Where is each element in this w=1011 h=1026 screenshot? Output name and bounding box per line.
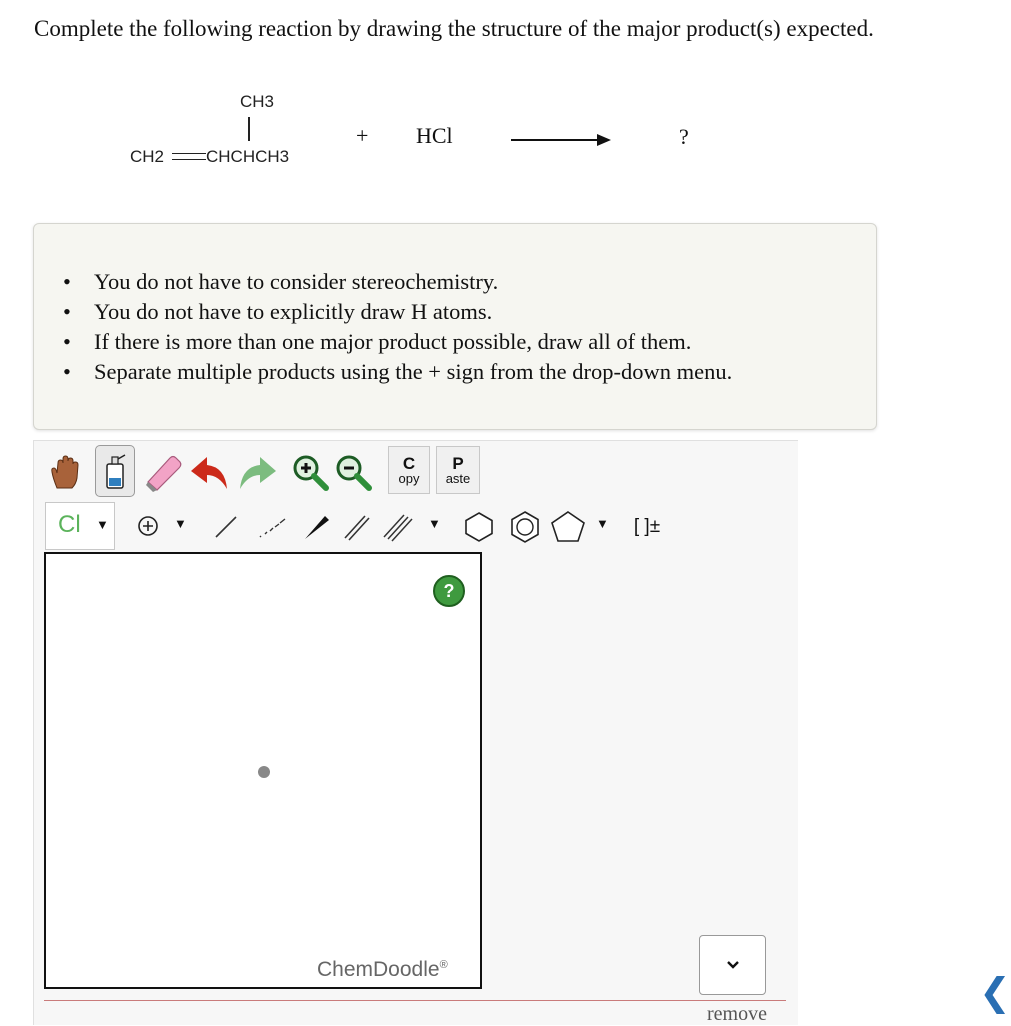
paste-label-top: P: [452, 453, 464, 473]
copy-label-bottom: opy: [398, 470, 420, 486]
element-label: Cl: [58, 511, 81, 538]
single-bond-icon: [212, 513, 240, 541]
instruction-item: • You do not have to consider stereochemistry.: [94, 267, 732, 297]
chemdoodle-brand: [317, 958, 448, 982]
triple-bond-selector[interactable]: [378, 502, 448, 550]
eraser-icon: [144, 452, 184, 492]
cyclopentane-selector[interactable]: [548, 502, 618, 550]
hashed-bond-button[interactable]: [252, 502, 292, 552]
plus-sign: +: [356, 123, 369, 148]
undo-icon: [189, 451, 233, 493]
bracket-button[interactable]: [623, 502, 671, 552]
remove-link[interactable]: remove: [707, 1003, 767, 1025]
zoom-in-icon: [291, 453, 329, 491]
clear-bottle-icon: [102, 452, 128, 490]
chevron-down-icon: ▼: [174, 516, 187, 531]
answer-divider: [44, 1000, 786, 1001]
benzene-icon: [508, 510, 542, 544]
zoom-in-button[interactable]: [290, 447, 330, 497]
paste-label-bottom: aste: [445, 470, 471, 486]
brand-mark: ®: [439, 959, 448, 971]
hand-icon: [48, 454, 82, 490]
reaction-arrow-line: [511, 139, 601, 141]
reagent-hcl: HCl: [416, 123, 453, 148]
zoom-out-button[interactable]: [333, 447, 373, 497]
cyclohexane-icon: [463, 511, 495, 543]
charge-plus-icon: [136, 514, 160, 538]
bracket-charge-label: [ ]±: [633, 516, 661, 537]
collapse-chevron-icon[interactable]: ❮: [979, 970, 1011, 1014]
instruction-item: • Separate multiple products using the + sign from the drop-down menu.: [94, 357, 732, 387]
question-text: Complete the following reaction by drawing the structure of the major product(s) expected.: [34, 16, 874, 41]
product-placeholder: ?: [679, 124, 689, 149]
undo-button[interactable]: [191, 447, 231, 497]
element-selector[interactable]: [45, 502, 115, 550]
help-label: ?: [443, 580, 455, 601]
hashed-bond-icon: [256, 513, 288, 541]
hand-tool-button[interactable]: [45, 447, 85, 497]
benzene-button[interactable]: [505, 502, 545, 552]
chevron-down-icon: ▼: [96, 517, 109, 532]
product-separator-select[interactable]: [699, 935, 766, 995]
redo-button[interactable]: [236, 447, 276, 497]
wedge-bond-button[interactable]: [296, 502, 336, 552]
brand-text: ChemDoodle: [317, 958, 440, 981]
zoom-out-icon: [334, 453, 372, 491]
cursor-dot: [258, 766, 270, 778]
paste-button[interactable]: [436, 446, 480, 494]
reactant-branch-label: CH3: [240, 92, 275, 111]
instruction-item: • You do not have to explicitly draw H atoms.: [94, 297, 732, 327]
clear-button[interactable]: [95, 445, 135, 497]
eraser-button[interactable]: [144, 447, 184, 497]
help-button[interactable]: [433, 575, 465, 607]
copy-label-top: C: [402, 453, 416, 473]
reaction-arrow-head: [597, 134, 611, 146]
reactant-chain-left: CH2: [130, 147, 165, 166]
cyclohexane-button[interactable]: [459, 502, 499, 552]
instruction-item: • If there is more than one major product possible, draw all of them.: [94, 327, 732, 357]
copy-button[interactable]: [388, 446, 430, 494]
single-bond-button[interactable]: [206, 502, 246, 552]
reactant-branch-bond: [248, 117, 250, 141]
chevron-down-icon: [726, 960, 740, 970]
double-bond-button[interactable]: [337, 502, 377, 552]
reactant-double-bond: [172, 153, 206, 160]
reactant-chain-right: CHCHCH3: [206, 147, 290, 166]
charge-selector[interactable]: [126, 502, 198, 550]
wedge-bond-icon: [301, 512, 331, 542]
cyclopentane-icon: [550, 510, 586, 544]
chevron-down-icon: ▼: [428, 516, 441, 531]
double-bond-icon: [342, 512, 372, 542]
instructions-list: [94, 267, 732, 387]
redo-icon: [234, 451, 278, 493]
instructions-box: [33, 223, 877, 430]
drawing-canvas[interactable]: [44, 552, 482, 989]
chevron-down-icon: ▼: [596, 516, 609, 531]
triple-bond-icon: [382, 511, 414, 543]
